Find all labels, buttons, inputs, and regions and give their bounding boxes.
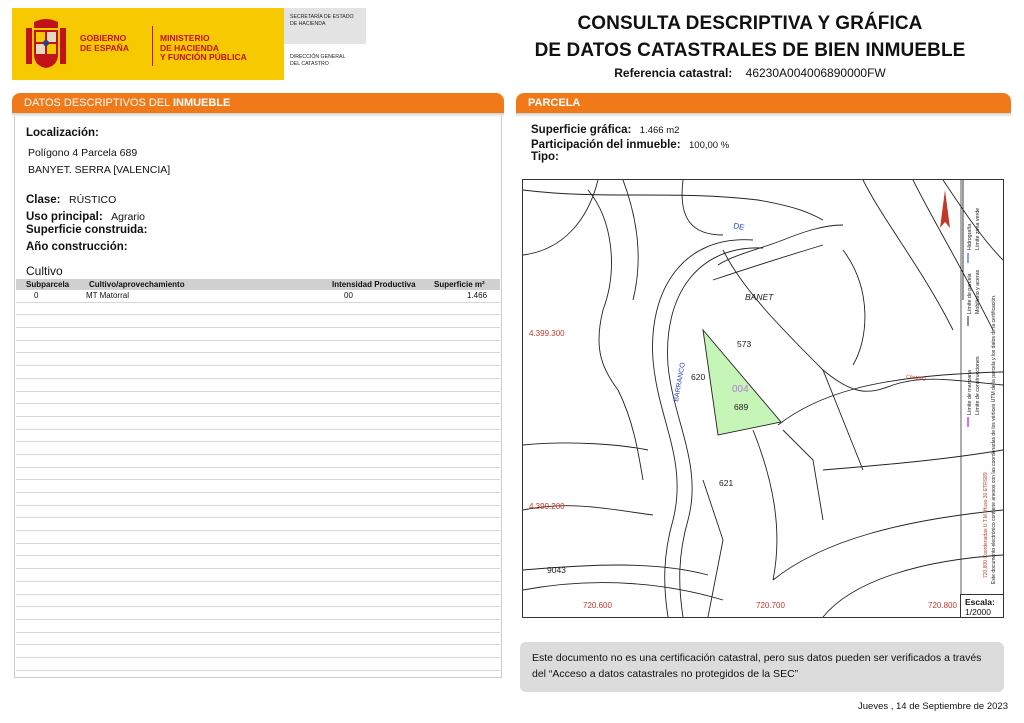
uso-label: Uso principal: xyxy=(26,211,103,223)
empty-table-row xyxy=(16,493,500,506)
sec-line-2: DE HACIENDA xyxy=(290,20,326,27)
uso-row xyxy=(26,207,145,225)
sec-line-1: SECRETARÍA DE ESTADO xyxy=(290,14,354,20)
empty-table-row xyxy=(16,379,500,392)
map-svg xyxy=(523,180,1003,617)
gov-line-2: DE ESPAÑA xyxy=(80,42,129,53)
ano-construccion-label: Año construcción: xyxy=(26,241,128,253)
coord-x-720800: 720.800 xyxy=(928,601,957,610)
logo-divider xyxy=(152,26,153,66)
clase-value: RÚSTICO xyxy=(68,194,117,206)
cell-superficie: 1.466 xyxy=(467,291,488,300)
participacion-value: 100,00 % xyxy=(689,140,730,151)
participacion-row xyxy=(531,135,729,153)
superficie-grafica-label: Superficie gráfica: xyxy=(531,124,632,136)
empty-table-row xyxy=(16,658,500,671)
document-title xyxy=(480,10,1020,64)
empty-table-row xyxy=(16,595,500,608)
empty-rows xyxy=(16,303,500,671)
label-parcel-9043: 9043 xyxy=(547,565,566,575)
empty-table-row xyxy=(16,353,500,366)
disclaimer-note: Este documento no es una certificación catastral, pero sus datos pueden ser verificados a través del “Acceso a datos catastrales no protegidos de la SEC” xyxy=(520,642,1004,692)
coat-of-arms-icon xyxy=(22,18,70,72)
coord-x-720600: 720.600 xyxy=(583,601,612,610)
title-line-2: DE DATOS CATASTRALES DE BIEN INMUEBLE xyxy=(534,40,966,61)
scale-label: Escala: xyxy=(965,597,995,607)
gov-line-1: GOBIERNO xyxy=(80,33,127,43)
label-parcel-573: 573 xyxy=(737,339,752,349)
ref-label: Referencia catastral: xyxy=(614,66,733,80)
referencia-row xyxy=(480,66,1020,80)
cadastral-map[interactable] xyxy=(522,179,1004,618)
legend-coord-text: 720,800 Coordenadas U.T.M. Huso 30 ETRS89 xyxy=(983,472,989,578)
tipo-label: Tipo: xyxy=(531,151,559,163)
empty-table-row xyxy=(16,404,500,417)
empty-table-row xyxy=(16,430,500,443)
label-camino: CAMINO xyxy=(905,374,927,383)
empty-table-row xyxy=(16,315,500,328)
empty-table-row xyxy=(16,417,500,430)
legend-mobiliario: Mobiliario y aceras xyxy=(975,269,981,314)
superficie-grafica-value: 1.466 m2 xyxy=(639,125,680,136)
label-de: DE xyxy=(732,221,746,233)
col-intensidad: Intensidad Productiva xyxy=(332,280,416,289)
clase-label: Clase: xyxy=(26,194,61,206)
left-bar-title-bold: INMUEBLE xyxy=(172,97,231,109)
coord-y-4399300: 4.399.300 xyxy=(529,329,565,338)
dir-line-2: DEL CATASTRO xyxy=(290,60,329,67)
empty-table-row xyxy=(16,366,500,379)
legend-zona-verde: Límite zona verde xyxy=(975,207,981,250)
empty-table-row xyxy=(16,455,500,468)
secretaria-box xyxy=(284,8,366,44)
cultivo-title: Cultivo xyxy=(26,264,63,278)
empty-table-row xyxy=(16,442,500,455)
empty-table-row xyxy=(16,531,500,544)
descriptive-section-header xyxy=(12,93,504,117)
participacion-label: Participación del inmueble: xyxy=(531,139,681,151)
clase-row xyxy=(26,190,116,208)
min-line-1: MINISTERIO xyxy=(160,33,210,43)
empty-table-row xyxy=(16,506,500,519)
empty-table-row xyxy=(16,392,500,405)
uso-value: Agrario xyxy=(111,211,145,223)
scale-box xyxy=(960,594,1004,618)
dir-line-1: DIRECCIÓN GENERAL xyxy=(290,54,346,60)
label-parcel-689: 689 xyxy=(734,402,749,412)
legend-doc-text: Este documento electrónico contiene anexos con las coordenadas de los vértices UTM de la parcela y los datos de la certificación. xyxy=(991,294,997,584)
empty-table-row xyxy=(16,544,500,557)
empty-table-row xyxy=(16,582,500,595)
empty-table-row xyxy=(16,341,500,354)
empty-table-row xyxy=(16,468,500,481)
cell-cultivo: MT Matorral xyxy=(86,291,129,300)
empty-table-row xyxy=(16,303,500,316)
empty-table-row xyxy=(16,645,500,658)
legend-limite-construcciones: Límite de construcciones xyxy=(975,356,981,415)
empty-table-row xyxy=(16,518,500,531)
label-parcel-621: 621 xyxy=(719,478,734,488)
empty-table-row xyxy=(16,556,500,569)
scale-value: 1/2000 xyxy=(965,607,991,617)
parcela-section-header xyxy=(516,93,1011,117)
min-line-3: Y FUNCIÓN PÚBLICA xyxy=(160,52,247,62)
label-parcel-620: 620 xyxy=(691,372,706,382)
localizacion-line-1: Polígono 4 Parcela 689 xyxy=(28,147,138,159)
col-cultivo: Cultivo/aprovechamiento xyxy=(89,280,185,289)
table-row xyxy=(16,290,500,303)
localizacion-line-2: BANYET. SERRA [VALENCIA] xyxy=(28,164,171,176)
empty-table-row xyxy=(16,607,500,620)
coord-x-720700: 720.700 xyxy=(756,601,785,610)
legend-limite-parcela: Límite de parcela xyxy=(967,273,973,314)
ref-value: 46230A004006890000FW xyxy=(745,66,886,80)
col-subparcela: Subparcela xyxy=(26,280,70,289)
label-parcel-004: 004 xyxy=(732,384,749,395)
north-arrow-icon xyxy=(940,190,950,228)
empty-table-row xyxy=(16,633,500,646)
right-bar-title: PARCELA xyxy=(528,97,581,109)
superficie-construida-label: Superficie construida: xyxy=(26,224,148,236)
cell-subparcela: 0 xyxy=(34,291,39,300)
title-line-1: CONSULTA DESCRIPTIVA Y GRÁFICA xyxy=(577,13,923,34)
localizacion-label: Localización: xyxy=(26,127,99,139)
label-barranco: BARRANCO xyxy=(673,362,687,403)
government-logo xyxy=(12,8,284,80)
left-bar-title: DATOS DESCRIPTIVOS DEL xyxy=(24,97,173,109)
document-date: Jueves , 14 de Septiembre de 2023 xyxy=(858,701,1008,712)
empty-table-row xyxy=(16,569,500,582)
label-banet: BANET xyxy=(745,292,774,302)
coord-y-4399200: 4.399.200 xyxy=(529,502,565,511)
empty-table-row xyxy=(16,480,500,493)
cell-intensidad: 00 xyxy=(344,291,353,300)
cultivo-table xyxy=(16,279,500,671)
table-header xyxy=(16,279,500,290)
empty-table-row xyxy=(16,328,500,341)
min-line-2: DE HACIENDA xyxy=(160,42,220,53)
legend-hidrografia: Hidrografía xyxy=(967,223,973,250)
direccion-box xyxy=(284,48,366,80)
empty-table-row xyxy=(16,620,500,633)
col-superficie: Superficie m² xyxy=(434,280,485,289)
legend-limite-manzana: Límite de manzana xyxy=(967,369,973,415)
